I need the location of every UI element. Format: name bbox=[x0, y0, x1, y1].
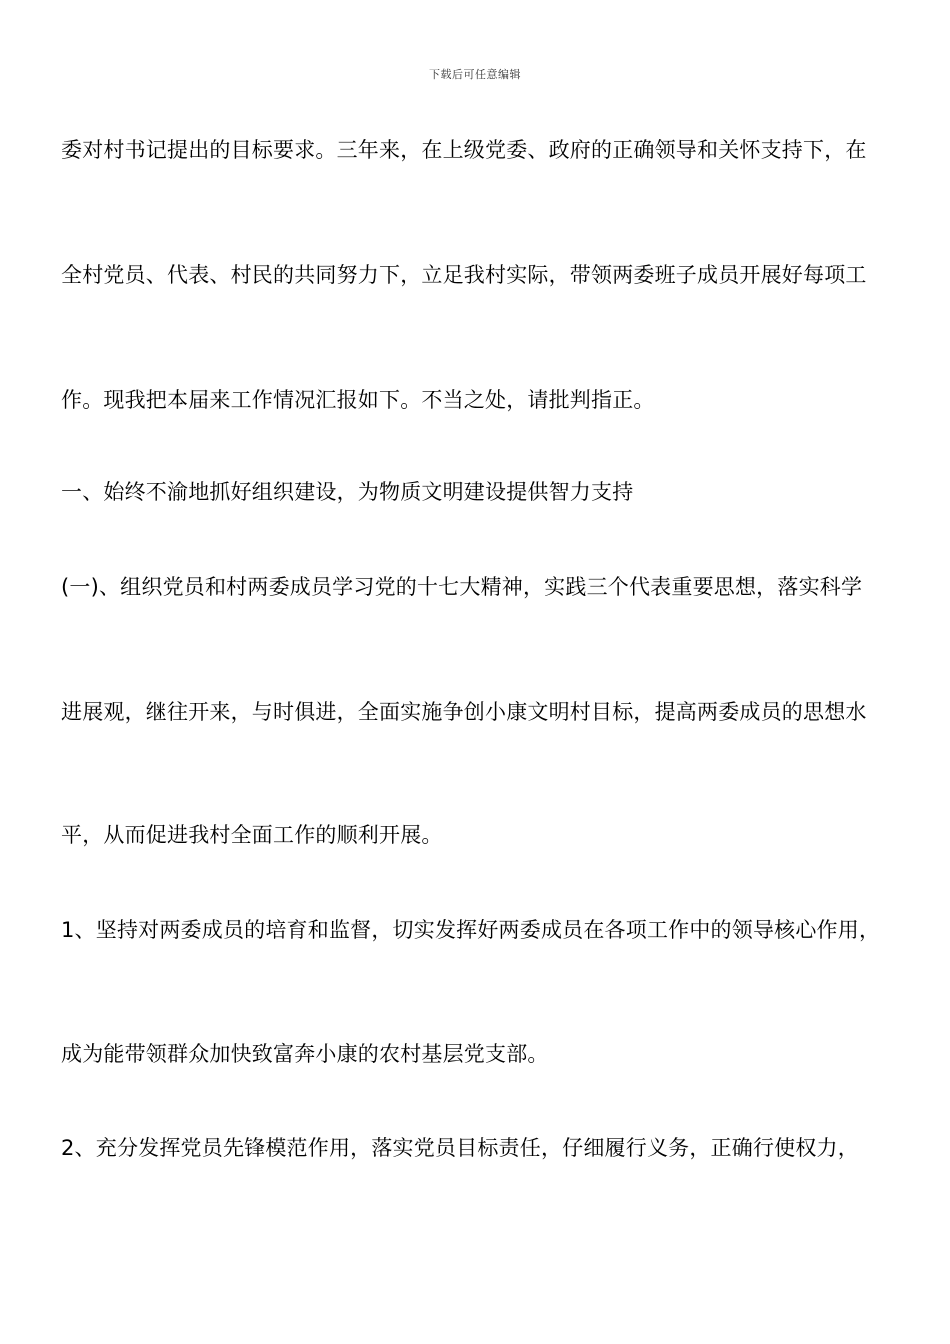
paragraph-line-2: 全村党员、代表、村民的共同努力下，立足我村实际，带领两委班子成员开展好每项工 bbox=[61, 263, 867, 287]
list-item-2: 2、充分发挥党员先锋模范作用，落实党员目标责任，仔细履行义务，正确行使权力， bbox=[61, 1136, 859, 1160]
list-item-1-continued: 成为能带领群众加快致富奔小康的农村基层党支部。 bbox=[61, 1042, 549, 1066]
page-header: 下载后可任意编辑 bbox=[429, 68, 521, 81]
paragraph-line-1: 委对村书记提出的目标要求。三年来，在上级党委、政府的正确领导和关怀支持下，在 bbox=[61, 138, 867, 162]
paragraph-line-3: 作。现我把本届来工作情况汇报如下。不当之处，请批判指正。 bbox=[61, 388, 655, 412]
paragraph-line-7: 平，从而促进我村全面工作的顺利开展。 bbox=[61, 823, 443, 847]
list-item-1: 1、坚持对两委成员的培育和监督，切实发挥好两委成员在各项工作中的领导核心作用， bbox=[61, 918, 881, 942]
subsection-heading: (一)、组织党员和村两委成员学习党的十七大精神，实践三个代表重要思想，落实科学 bbox=[61, 575, 863, 599]
section-heading: 一、始终不渝地抓好组织建设，为物质文明建设提供智力支持 bbox=[61, 480, 634, 504]
paragraph-line-6: 进展观，继往开来，与时俱进，全面实施争创小康文明村目标，提高两委成员的思想水 bbox=[61, 700, 867, 724]
